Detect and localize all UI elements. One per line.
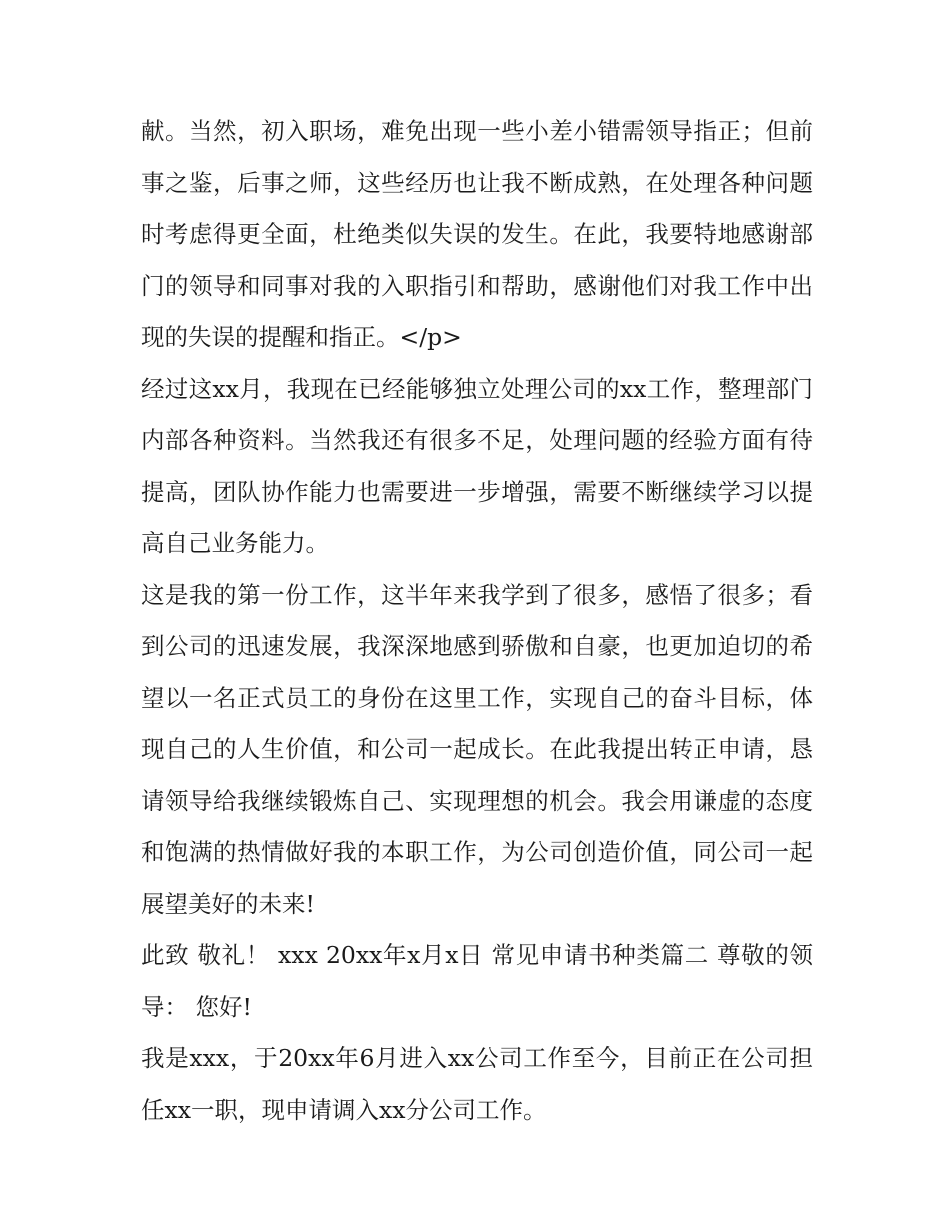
paragraph-gratitude: 献。当然，初入职场，难免出现一些小差小错需领导指正；但前事之鉴，后事之师，这些经历也让我不断成熟，在处理各种问题时考虑得更全面，杜绝类似失误的发生。在此，我要特地感谢部门的领导和同事对我的入职指引和帮助，感谢他们对我工作中出现的失误的提醒和指正。</p> [141, 117, 813, 351]
paragraph-salutation: 此致 敬礼！ xxx 20xx年x月x日 常见申请书种类篇二 尊敬的领导： 您好! [141, 941, 813, 1021]
paragraph-application: 这是我的第一份工作，这半年来我学到了很多，感悟了很多；看到公司的迅速发展，我深深地感到骄傲和自豪，也更加迫切的希望以一名正式员工的身份在这里工作，实现自己的奋斗目标，体现自己的人生价值，和公司一起成长。在此我提出转正申请，恳请领导给我继续锻炼自己、实现理想的机会。我会用谦虚的态度和饱满的热情做好我的本职工作，为公司创造价值，同公司一起展望美好的未来! [141, 580, 813, 918]
document-body [141, 106, 813, 1136]
paragraph-progress: 经过这xx月，我现在已经能够独立处理公司的xx工作，整理部门内部各种资料。当然我还有很多不足，处理问题的经验方面有待提高，团队协作能力也需要进一步增强，需要不断继续学习以提高自己业务能力。 [141, 374, 813, 557]
paragraph-transfer-request: 我是xxx，于20xx年6月进入xx公司工作至今，目前正在公司担任xx一职，现申请调入xx分公司工作。 [141, 1044, 813, 1124]
